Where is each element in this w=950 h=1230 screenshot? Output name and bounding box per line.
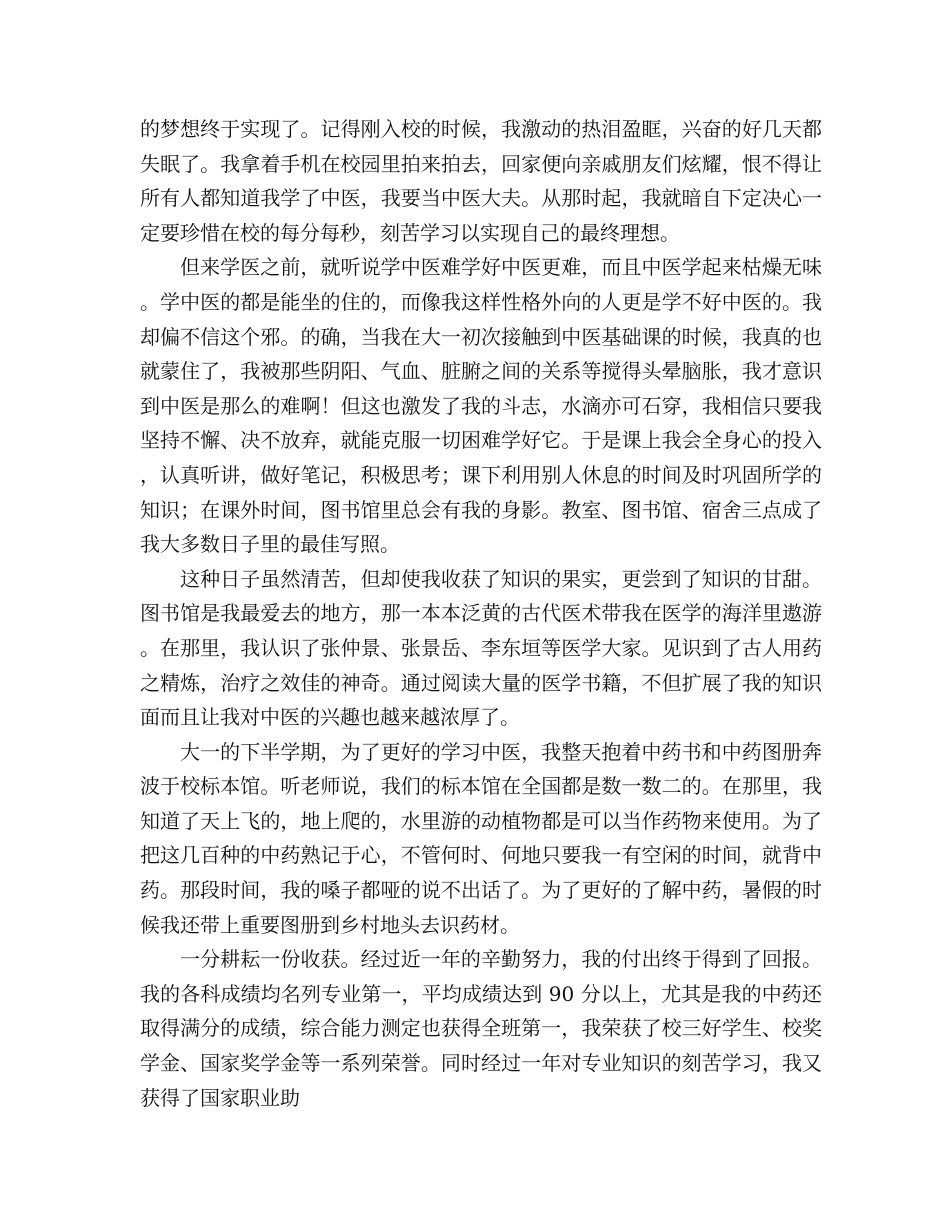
body-text	[140, 112, 822, 1115]
paragraph-5: 一分耕耘一份收获。经过近一年的辛勤努力，我的付出终于得到了回报。我的各科成绩均名列专业第一，平均成绩达到 90 分以上，尤其是我的中药还取得满分的成绩，综合能力测定也获得全班第一，我荣获了校三好学生、校奖学金、国家奖学金等一系列荣誉。同时经过一年对专业知识的刻苦学习，我又获得了国家职业助	[140, 947, 822, 1110]
paragraph-1: 的梦想终于实现了。记得刚入校的时候，我激动的热泪盈眶，兴奋的好几天都失眠了。我拿着手机在校园里拍来拍去，回家便向亲戚朋友们炫耀，恨不得让所有人都知道我学了中医，我要当中医大夫。从那时起，我就暗自下定决心一定要珍惜在校的每分每秒，刻苦学习以实现自己的最终理想。	[140, 117, 822, 245]
paragraph-3: 这种日子虽然清苦，但却使我收获了知识的果实，更尝到了知识的甘甜。图书馆是我最爱去的地方，那一本本泛黄的古代医术带我在医学的海洋里遨游。在那里，我认识了张仲景、张景岳、李东垣等医学大家。见识到了古人用药之精炼，治疗之效佳的神奇。通过阅读大量的医学书籍，不但扩展了我的知识面而且让我对中医的兴趣也越来越浓厚了。	[140, 566, 822, 730]
paragraph-2: 但来学医之前，就听说学中医难学好中医更难，而且中医学起来枯燥无味。学中医的都是能坐的住的，而像我这样性格外向的人更是学不好中医的。我却偏不信这个邪。的确，当我在大一初次接触到中医基础课的时候，我真的也就蒙住了，我被那些阴阳、气血、脏腑之间的关系等搅得头晕脑胀，我才意识到中医是那么的难啊！但这也激发了我的斗志，水滴亦可石穿，我相信只要我坚持不懈、决不放弃，就能克服一切困难学好它。于是课上我会全身心的投入，认真听讲，做好笔记，积极思考；课下利用别人休息的时间及时巩固所学的知识；在课外时间，图书馆里总会有我的身影。教室、图书馆、宿舍三点成了我大多数日子里的最佳写照。	[140, 255, 822, 557]
paragraph-4: 大一的下半学期，为了更好的学习中医，我整天抱着中药书和中药图册奔波于校标本馆。听老师说，我们的标本馆在全国都是数一数二的。在那里，我知道了天上飞的，地上爬的，水里游的动植物都是可以当作药物来使用。为了把这几百种的中药熟记于心，不管何时、何地只要我一有空闲的时间，就背中药。那段时间，我的嗓子都哑的说不出话了。为了更好的了解中药，暑假的时候我还带上重要图册到乡村地头去识药材。	[140, 739, 822, 937]
